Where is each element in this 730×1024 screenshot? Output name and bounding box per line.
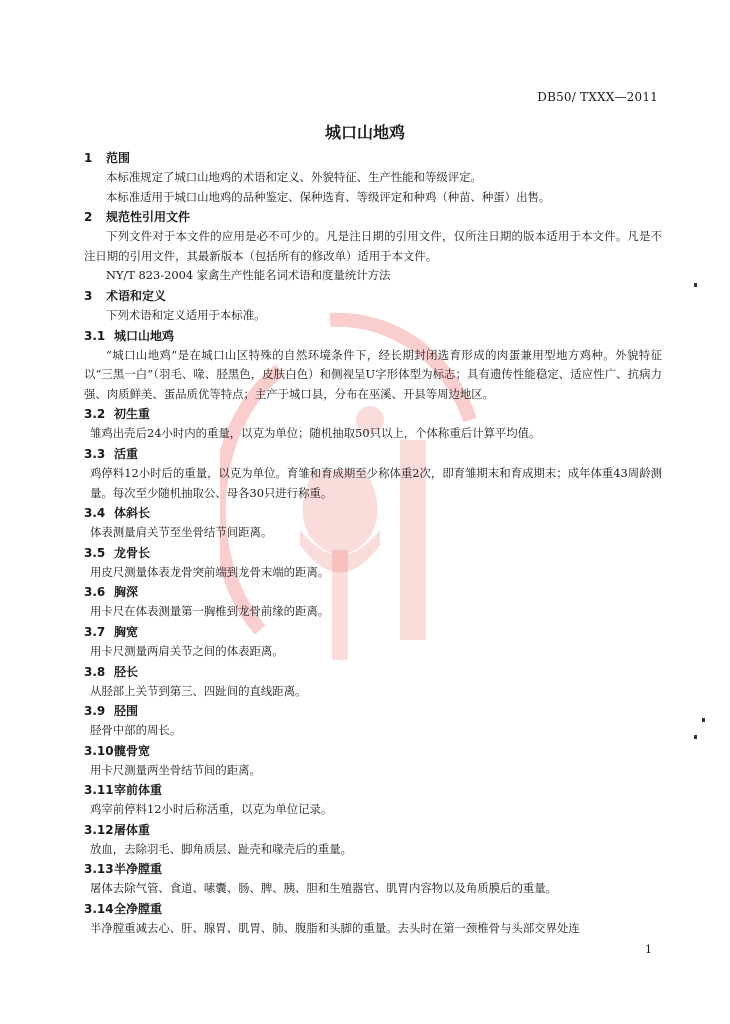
section-heading-3: 3 术语和定义 [84, 288, 167, 303]
term-heading: 3.14全净膛重 [84, 902, 163, 917]
document-title: 城口山地鸡 [324, 123, 405, 142]
term-definition: “城口山地鸡”是在城口山区特殊的自然环境条件下，经长期封闭选育形成的肉蛋兼用型地方鸡种。外貌特征以“三黑一白”（羽毛、喙、胫黑色，皮肤白色）和侧视呈U字形体型为标志；具有遗传性能稳定、适应性广、抗病力强、肉质鲜美、蛋品质优等特点；主产于城口县，分布在巫溪、开县等周边地区。 [84, 347, 662, 401]
term-heading: 3.12屠体重 [84, 822, 151, 837]
term-heading: 3.3 活重 [84, 446, 139, 461]
term-heading: 3.10髋骨宽 [84, 743, 151, 758]
term-definition: 半净膛重减去心、肝、腺胃、肌胃、肺、腹脂和头脚的重量。去头时在第一颈椎骨与头部交界处连 [90, 921, 580, 936]
term-heading: 3.4 体斜长 [84, 506, 151, 521]
term-definition: 用卡尺测量两肩关节之间的体表距离。 [90, 643, 284, 658]
section-3-paragraph: 下列术语和定义适用于本标准。 [106, 307, 266, 322]
document-body [84, 148, 662, 939]
term-heading: 3.2 初生重 [84, 407, 151, 422]
term-heading: 3.7 胸宽 [84, 624, 139, 639]
term-definition: 放血，去除羽毛、脚角质层、趾壳和喙壳后的重量。 [90, 841, 352, 856]
term-heading: 3.9 胫围 [84, 704, 139, 719]
term-definition: 雏鸡出壳后24小时内的重量，以克为单位；随机抽取50只以上，个体称重后计算平均值。 [90, 426, 541, 441]
section-heading-1: 1 范围 [84, 151, 131, 165]
scan-speck [702, 718, 705, 722]
term-heading: 3.8 胫长 [84, 664, 139, 679]
scan-speck [694, 283, 697, 287]
term-heading: 3.5 龙骨长 [84, 545, 151, 560]
page-number: 1 [645, 943, 652, 956]
section-heading-2: 2 规范性引用文件 [84, 210, 191, 225]
term-definition: 用卡尺测量两坐骨结节间的距离。 [90, 762, 261, 777]
term-definition: 鸡停料12小时后的重量，以克为单位。育雏和育成期至少称体重2次，即育雏期末和育成期末；成年体重43周龄测量。每次至少随机抽取公、母各30只进行称重。 [90, 465, 662, 500]
term-definition: 屠体去除气管、食道、嗉囊、肠、脾、胰、胆和生殖器官、肌胃内容物以及角质膜后的重量。 [90, 881, 558, 896]
term-definition: 胫骨中部的周长。 [90, 723, 182, 738]
term-definition: 从胫部上关节到第三、四趾间的直线距离。 [90, 683, 307, 698]
scan-speck [694, 735, 697, 739]
term-definition: 体表测量肩关节至坐骨结节间距离。 [90, 525, 273, 540]
section-2-paragraph: 下列文件对于本文件的应用是必不可少的。凡是注日期的引用文件，仅所注日期的版本适用于本文件。凡是不注日期的引用文件，其最新版本（包括所有的修改单）适用于本文件。 [84, 229, 662, 263]
term-definition: 用皮尺测量体表龙骨突前端到龙骨末端的距离。 [90, 564, 330, 579]
term-heading: 3.6 胸深 [84, 585, 139, 600]
normative-reference: NY/T 823-2004 家禽生产性能名词术语和度量统计方法 [106, 268, 391, 283]
section-1-paragraph: 本标准适用于城口山地鸡的品种鉴定、保种选育、等级评定和种鸡（种苗、种蛋）出售。 [106, 189, 551, 204]
section-1-paragraph: 本标准规定了城口山地鸡的术语和定义、外貌特征、生产性能和等级评定。 [106, 170, 482, 184]
term-heading: 3.13半净膛重 [84, 862, 163, 877]
term-heading: 3.11宰前体重 [84, 783, 163, 798]
terms-list [84, 326, 662, 939]
term-definition: 鸡宰前停料12小时后称活重，以克为单位记录。 [90, 802, 333, 817]
term-definition: 用卡尺在体表测量第一胸椎到龙骨前缘的距离。 [90, 604, 330, 619]
term-heading: 3.1 城口山地鸡 [84, 328, 175, 343]
standard-code: DB50/ TXXX—2011 [537, 90, 658, 104]
